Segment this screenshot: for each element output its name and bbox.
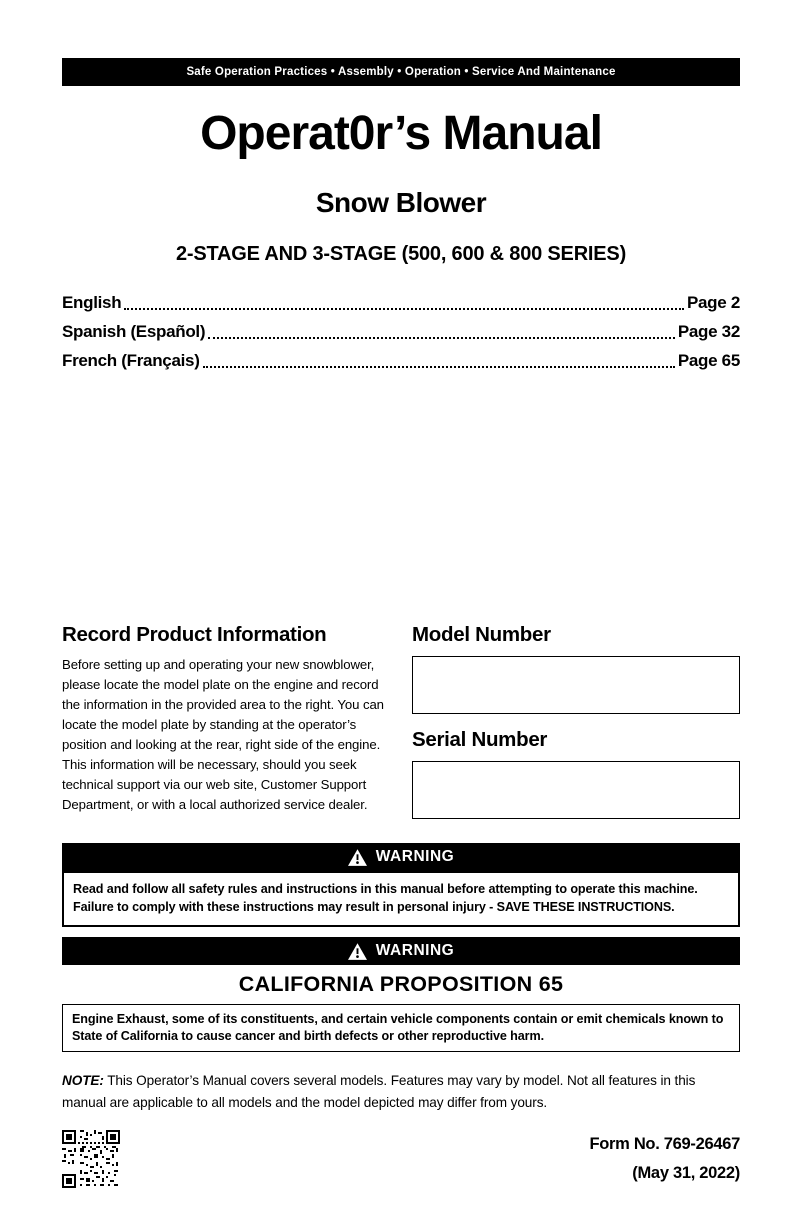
toc-leader-dots	[208, 337, 675, 339]
note-body: This Operator’s Manual covers several models. Features may vary by model. Not all features in this manual are applicable to all models and the model depicted may differ from yours.	[62, 1073, 696, 1110]
series-line: 2-STAGE AND 3-STAGE (500, 600 & 800 SERIES)	[175, 243, 627, 265]
note-label: NOTE:	[62, 1073, 104, 1088]
toc-leader-dots	[124, 308, 684, 310]
toc-label: Spanish (Español)	[62, 322, 206, 341]
warning-triangle-icon	[348, 943, 367, 960]
record-body-text: Before setting up and operating your new snowblower, please locate the model plate on the engine and record the information in the provided area to the right. You can locate the model plate by standing at the operator’s position and looking at the rear, right side of the engine. This information will be necessary, should you seek technical support via our web site, Customer Support Department, or with a local authorized service dealer.	[62, 657, 384, 812]
model-number-label: Model Number	[412, 623, 551, 646]
warning-block-prop65	[62, 937, 740, 1052]
serial-number-label: Serial Number	[412, 728, 548, 751]
form-number: Form No. 769-26467	[589, 1135, 740, 1153]
toc-row-french	[62, 346, 740, 375]
toc-label: French (Français)	[62, 351, 200, 370]
warning-header	[62, 937, 740, 965]
page-footer	[62, 1130, 740, 1188]
toc-page-number: Page 2	[686, 293, 740, 312]
top-banner	[62, 58, 740, 86]
toc-row-english	[62, 288, 740, 317]
toc-leader-dots	[203, 366, 675, 368]
product-info-section	[62, 623, 740, 819]
note-paragraph	[62, 1070, 740, 1114]
product-name: Snow Blower	[315, 187, 487, 218]
form-info	[589, 1130, 740, 1188]
toc-page-number: Page 65	[677, 351, 740, 370]
warning-line: Read and follow all safety rules and instructions in this manual before attempting to operate this machine.	[73, 882, 698, 896]
toc-label: English	[62, 293, 122, 312]
form-date: (May 31, 2022)	[632, 1164, 740, 1182]
toc-page-number: Page 32	[677, 322, 740, 341]
table-of-contents	[62, 288, 740, 375]
page-title: Operat0r’s Manual	[200, 107, 602, 160]
serial-number-box	[412, 761, 740, 819]
prop65-body-box: Engine Exhaust, some of its constituents, and certain vehicle components contain or emit chemicals known to State of California to cause cancer and birth defects or other reproductive harm.	[62, 1004, 740, 1052]
warning-header-label: WARNING	[375, 848, 455, 865]
warning-triangle-icon	[348, 849, 367, 866]
toc-row-spanish	[62, 317, 740, 346]
model-number-box	[412, 656, 740, 714]
warning-header	[62, 843, 740, 871]
record-heading: Record Product Information	[62, 623, 327, 646]
top-banner-text: Safe Operation Practices • Assembly • Operation • Service And Maintenance	[186, 66, 616, 78]
model-serial-column	[412, 623, 740, 819]
prop65-title: CALIFORNIA PROPOSITION 65	[238, 972, 564, 996]
warning-block-safety	[62, 843, 740, 927]
qr-code	[62, 1130, 120, 1188]
warning-line: Failure to comply with these instructions may result in personal injury - SAVE THESE INSTRUCTIONS.	[73, 900, 675, 914]
record-product-information	[62, 623, 390, 819]
warning-body-box	[62, 871, 740, 927]
warning-header-label: WARNING	[375, 942, 455, 959]
